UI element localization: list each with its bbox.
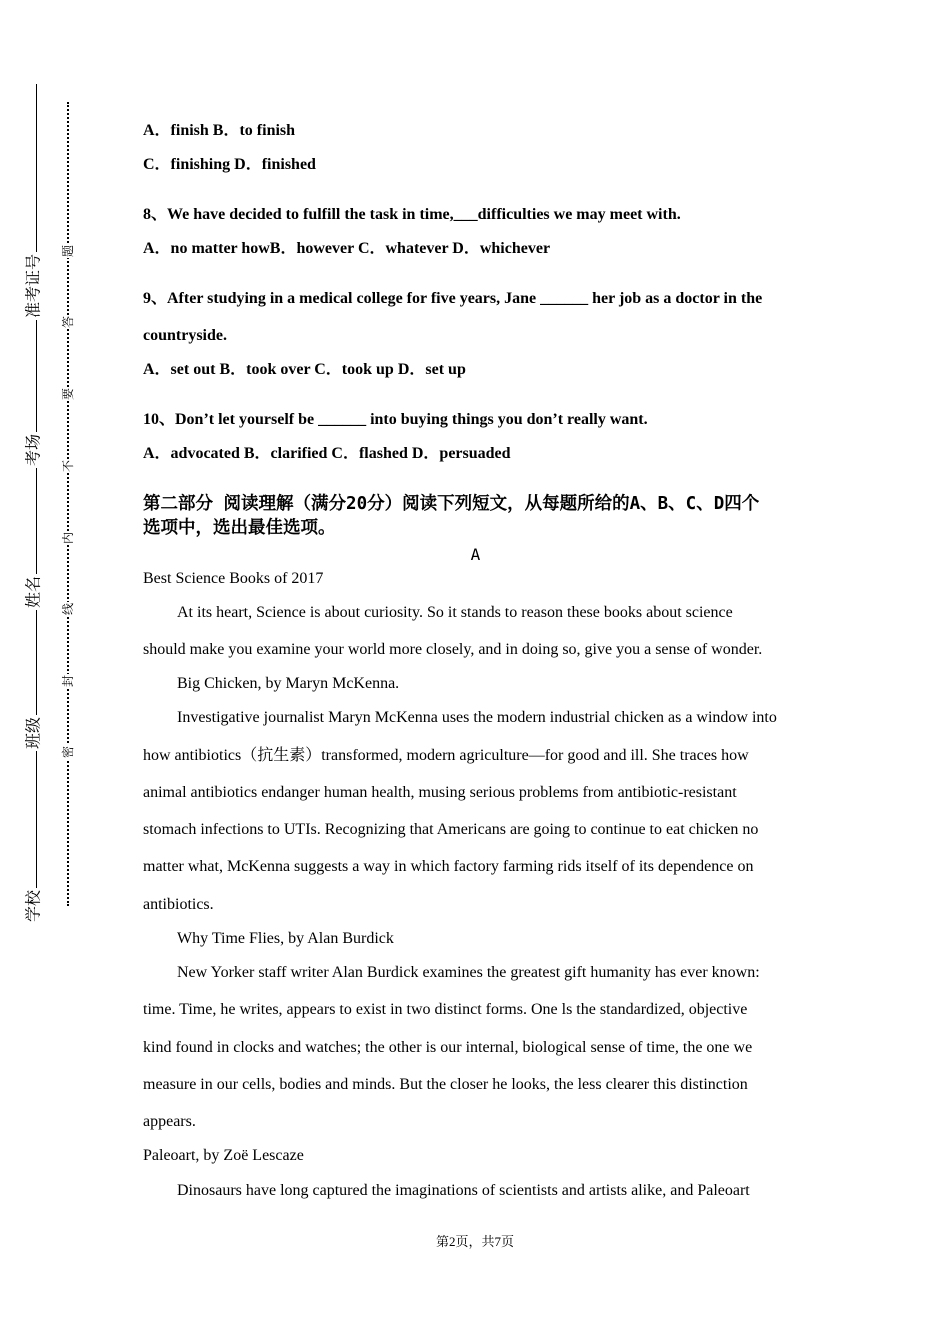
q7-options-line2: C．finishing D．finished <box>143 156 316 173</box>
book2-line2: time. Time, he writes, appears to exist in two distinct forms. One ls the standardized, objective <box>143 1001 748 1018</box>
binding-margin <box>0 0 90 1344</box>
book2-line3: kind found in clocks and watches; the other is our internal, biological sense of time, the one we <box>143 1039 753 1056</box>
seal-char: 线 <box>61 602 75 616</box>
section-heading-line2: 选项中，选出最佳选项。 <box>143 518 336 538</box>
seal-char: 密 <box>61 745 75 759</box>
seal-char: 要 <box>61 387 75 401</box>
seal-char: 答 <box>61 315 75 329</box>
margin-label-exam-room: 考场 <box>21 432 44 468</box>
book2-line5: appears. <box>143 1113 196 1130</box>
book1-line4: stomach infections to UTIs. Recognizing that Americans are going to continue to eat chicken no <box>143 821 759 838</box>
passage-intro-line1: At its heart, Science is about curiosity. So it stands to reason these books about science <box>177 604 733 621</box>
seal-char: 不 <box>61 459 75 473</box>
seal-char: 封 <box>61 674 75 688</box>
passage-label: A <box>470 545 481 564</box>
q8-stem: 8、We have decided to fulfill the task in time,___difficulties we may meet with. <box>143 206 681 223</box>
q9-stem-line1: 9、After studying in a medical college for five years, Jane ______ her job as a doctor in the <box>143 290 763 307</box>
book1-line2: how antibiotics（抗生素）transformed, modern agriculture—for good and ill. She traces how <box>143 747 749 764</box>
book1-line1: Investigative journalist Maryn McKenna uses the modern industrial chicken as a window into <box>177 709 777 726</box>
margin-label-exam-id: 准考证号 <box>21 252 44 320</box>
book1-line6: antibiotics. <box>143 896 214 913</box>
q7-options-line1: A．finish B．to finish <box>143 122 296 139</box>
book1-line3: animal antibiotics endanger human health, musing serious problems from antibiotic-resistant <box>143 784 737 801</box>
margin-label-school: 学校 <box>21 888 44 924</box>
book3-line1: Dinosaurs have long captured the imaginations of scientists and artists alike, and Paleoart <box>177 1182 750 1199</box>
q9-stem-line2: countryside. <box>143 327 227 344</box>
q10-stem: 10、Don’t let yourself be ______ into buying things you don’t really want. <box>143 411 648 428</box>
book1-line5: matter what, McKenna suggests a way in which factory farming rids itself of its dependence on <box>143 858 754 875</box>
margin-label-class: 班级 <box>21 715 44 751</box>
book2-line4: measure in our cells, bodies and minds. But the closer he looks, the less clearer this distinction <box>143 1076 748 1093</box>
book3-title: Paleoart, by Zoë Lescaze <box>143 1147 304 1164</box>
margin-label-name: 姓名 <box>21 574 44 610</box>
book2-title: Why Time Flies, by Alan Burdick <box>177 930 394 947</box>
page-footer: 第2页，共7页 <box>435 1234 514 1249</box>
margin-dotted-line <box>67 102 69 906</box>
passage-title: Best Science Books of 2017 <box>143 570 324 587</box>
q10-options: A．advocated B．clarified C．flashed D．persuaded <box>143 445 511 462</box>
margin-solid-line <box>36 84 37 922</box>
book1-title: Big Chicken, by Maryn McKenna. <box>177 675 400 692</box>
q9-options: A．set out B．took over C．took up D．set up <box>143 361 466 378</box>
passage-intro-line2: should make you examine your world more closely, and in doing so, give you a sense of wonder. <box>143 641 763 658</box>
q8-options: A．no matter howB．however C．whatever D．whichever <box>143 240 551 257</box>
book2-line1: New Yorker staff writer Alan Burdick examines the greatest gift humanity has ever known: <box>177 964 760 981</box>
seal-char: 题 <box>61 244 75 258</box>
section-heading-line1: 第二部分 阅读理解（满分20分）阅读下列短文，从每题所给的A、B、C、D四个 <box>143 494 760 514</box>
seal-char: 内 <box>61 531 75 545</box>
